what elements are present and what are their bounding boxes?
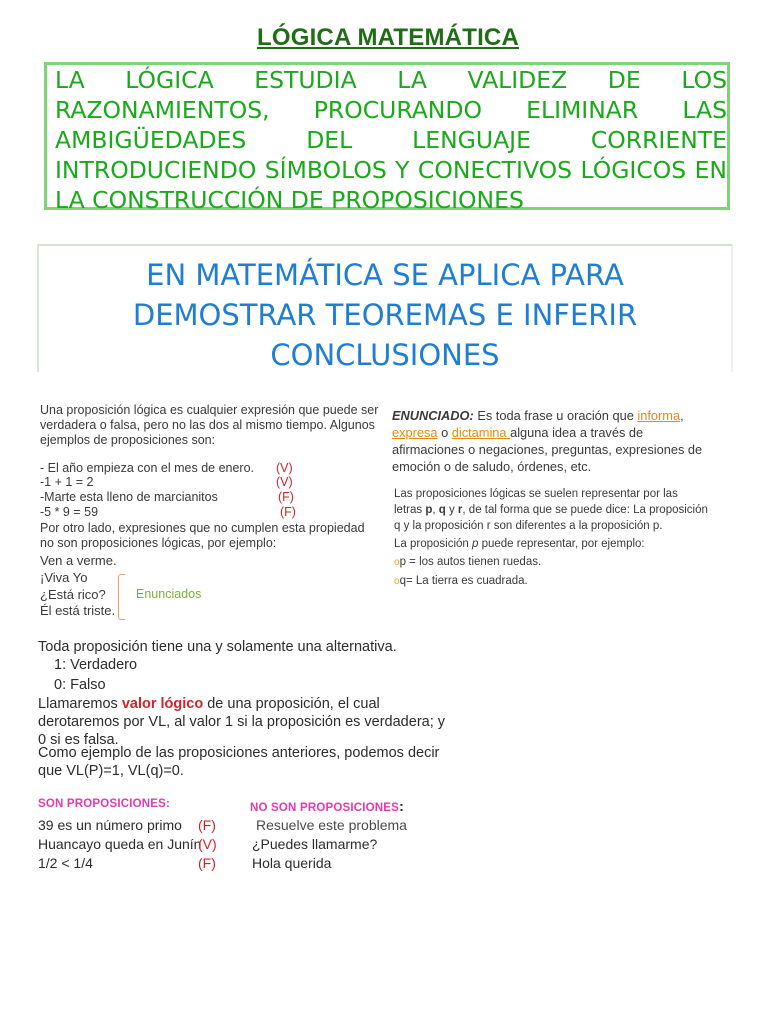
example-1-tv: (V) [276,461,293,475]
green-line-4: INTRODUCIENDO SÍMBOLOS Y CONECTIVOS LÓGICOS EN [55,156,727,184]
enunciado-label: ENUNCIADO: [392,408,474,423]
son-item-2-text: Huancayo queda en Junín [38,836,202,852]
enunciado-text-2: alguna idea a través de [510,425,644,440]
comma: , [432,504,439,516]
enunciado-line-4: emoción o de saludo, órdenes, etc. [392,459,592,474]
rep-example-1-text: p = los autos tienen ruedas. [399,556,542,568]
non-example-1: Ven a verme. [40,553,117,568]
non-example-3: ¿Está rico? [40,587,106,602]
blue-line-3: CONCLUSIONES [270,338,500,372]
mid-line-4 [38,695,380,713]
mid-line-6: 0 si es falsa. [38,732,119,748]
no-son-header-text: NO SON PROPOSICIONES [250,802,400,814]
blue-line-2: DEMOSTRAR TEOREMAS E INFERIR [132,298,638,332]
page-title: LÓGICA MATEMÁTICA [256,24,520,51]
example-1-text: - El año empieza con el mes de enero. [40,461,255,475]
bracket-shape [118,574,125,620]
blue-line-1: EN MATEMÁTICA SE APLICA PARA [146,258,624,292]
mid-line-1: Toda proposición tiene una y solamente una alternativa. [38,639,397,655]
son-item-1-tv: (F) [198,817,216,833]
green-line-3: AMBIGÜEDADES DEL LENGUAJE CORRIENTE [55,126,727,154]
enunciado-line-2 [392,425,643,441]
letter-p-italic: p [472,538,479,550]
example-3-text: -Marte esta lleno de marcianitos [40,490,218,504]
word-informa: informa [637,408,681,423]
rep-line-2-prefix: letras [394,504,426,516]
mid-line-4-suffix: de una proposición, el cual [203,696,380,712]
rep-example-1 [394,554,541,571]
letter-r: r [457,504,463,516]
enunciado-text-1: Es toda frase u oración que [473,408,638,423]
rep-line-1: Las proposiciones lógicas se suelen representar por las [394,488,678,500]
non-intro-line-1: Por otro lado, expresiones que no cumplen esta propiedad [40,521,365,535]
mid-line-7: Como ejemplo de las proposiciones anteriores, podemos decir [38,745,440,761]
mid-line-5: derotaremos por VL, al valor 1 si la proposición es verdadera; y [38,714,446,730]
son-proposiciones-header: SON PROPOSICIONES: [38,798,171,810]
no-son-item-3: Hola querida [252,855,332,871]
green-line-1: LA LÓGICA ESTUDIA LA VALIDEZ DE LOS [55,66,727,94]
math-application-box [37,244,733,372]
non-intro-line-2: no son proposiciones lógicas, por ejemplo: [40,536,277,550]
example-2-text: -1 + 1 = 2 [40,475,94,489]
son-item-2-tv: (V) [198,836,217,852]
example-2-tv: (V) [276,475,293,489]
son-item-3-tv: (F) [198,855,216,871]
intro-line-3: ejemplos de proposiciones son: [40,433,216,447]
mid-line-4-prefix: Llamaremos [38,696,122,712]
green-line-2: RAZONAMIENTOS, PROCURANDO ELIMINAR LAS [55,96,727,124]
conj-y: y [445,504,458,516]
bullet-icon: o [394,576,400,587]
son-item-3-text: 1/2 < 1/4 [38,855,93,871]
rep-line-4-suffix: puede representar, por ejemplo: [478,538,645,550]
letter-q: q [438,504,446,516]
rep-line-4 [394,536,645,552]
green-line-5: LA CONSTRUCCIÓN DE PROPOSICIONES [55,186,524,214]
bullet-icon: o [394,557,400,568]
rep-line-3: q y la proposición r son diferentes a la proposición p. [394,520,663,532]
non-example-2: ¡Viva Yo [40,570,88,585]
enunciado-line-3: afirmaciones o negaciones, preguntas, expresiones de [392,442,703,457]
word-dictamina: dictamina [451,425,511,440]
son-item-1-text: 39 es un número primo [38,817,182,833]
example-3-tv: (F) [278,490,294,504]
logic-definition-box [44,62,730,214]
no-son-item-2: ¿Puedes llamarme? [252,836,378,852]
valor-logico-term: valor lógico [121,696,204,712]
mid-line-8: que VL(P)=1, VL(q)=0. [38,763,184,779]
no-son-item-1: Resuelve este problema [256,817,407,833]
word-o: o [437,425,452,440]
letter-p: p [425,504,433,516]
enunciado-line-1: ENUNCIADO: Es toda frase u oración que informa, [392,408,684,423]
rep-line-2-suffix: , de tal forma que se puede dice: La proposición [462,504,708,516]
colon: : [399,798,404,814]
rep-line-2 [394,502,708,518]
example-4-text: -5 * 9 = 59 [40,505,99,519]
enunciados-label: Enunciados [136,587,202,601]
rep-line-4-prefix: La proposición [394,538,472,550]
intro-line-1: Una proposición lógica es cualquier expresión que puede ser [40,403,379,417]
mid-line-2: 1: Verdadero [54,657,138,673]
example-4-tv: (F) [280,505,296,519]
rep-example-2-text: q= La tierra es cuadrada. [399,575,528,587]
no-son-proposiciones-header [250,798,404,814]
rep-example-2 [394,573,528,590]
word-expresa: expresa [392,425,438,440]
non-example-4: Él está triste. [40,603,116,618]
intro-line-2: verdadera o falsa, pero no las dos al mismo tiempo. Algunos [40,418,375,432]
mid-line-3: 0: Falso [54,677,106,693]
